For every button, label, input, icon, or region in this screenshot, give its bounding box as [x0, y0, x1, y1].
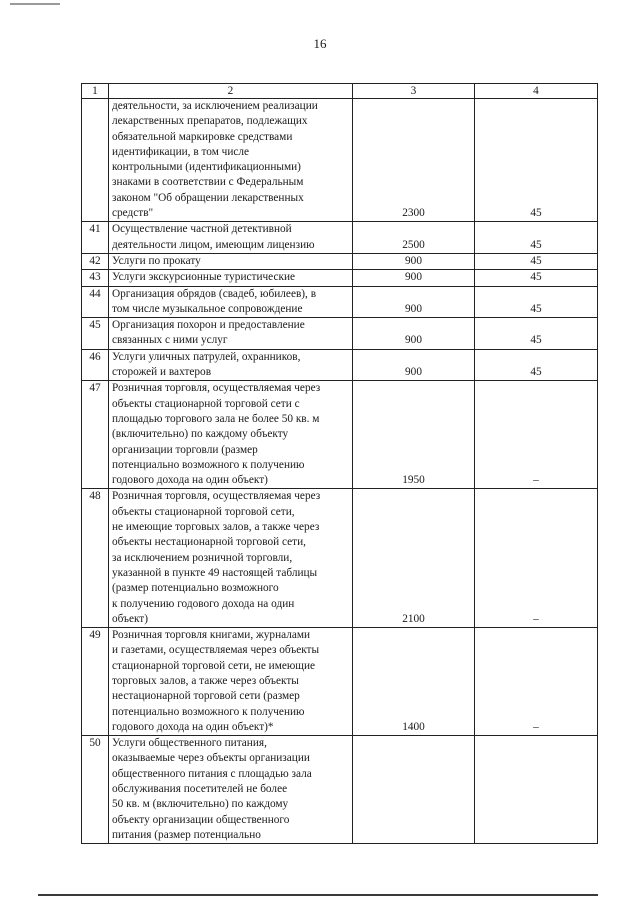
table-row: [82, 318, 598, 350]
column-4-value: 45: [475, 270, 598, 286]
activity-description: [109, 222, 353, 254]
row-number: 42: [82, 253, 109, 269]
potential-income-value: 900: [353, 270, 475, 286]
row-number: 43: [82, 270, 109, 286]
description-line: годового дохода на один объект)*: [112, 720, 274, 733]
potential-income-value: 900: [353, 349, 475, 381]
row-number: 50: [82, 736, 109, 844]
description-line: объекты нестационарной торговой сети,: [112, 536, 306, 549]
activity-description: [109, 270, 353, 286]
table-row: [82, 270, 598, 286]
description-line: обязательной маркировке средствами: [112, 130, 293, 143]
description-line: годового дохода на один объект): [112, 474, 268, 487]
potential-income-value: 2100: [353, 489, 475, 628]
description-line: связанных с ними услуг: [112, 334, 228, 347]
column-header-1: 1: [82, 84, 109, 99]
potential-income-value: 1400: [353, 628, 475, 736]
description-line: деятельности, за исключением реализации: [112, 100, 318, 112]
row-number: [82, 99, 109, 222]
description-line: Розничная торговля, осуществляемая через: [112, 382, 321, 395]
description-line: Организация обрядов (свадеб, юбилеев), в: [112, 287, 317, 300]
description-line: лекарственных препаратов, подлежащих: [112, 115, 308, 128]
row-number: 45: [82, 318, 109, 350]
column-4-value: 45: [475, 253, 598, 269]
column-4-value: 45: [475, 222, 598, 254]
column-4-value: 45: [475, 99, 598, 222]
description-line: Услуги по прокату: [112, 254, 201, 267]
description-line: объекты стационарной торговой сети с: [112, 397, 300, 410]
table-header-row: [82, 84, 598, 99]
description-line: указанной в пункте 49 настоящей таблицы: [112, 566, 318, 579]
description-line: питания (размер потенциально: [112, 828, 261, 841]
column-4-value: [475, 736, 598, 844]
bottom-rule: [38, 894, 598, 896]
scan-mark: [10, 3, 60, 5]
description-line: оказываемые через объекты организации: [112, 752, 310, 765]
row-number: 46: [82, 349, 109, 381]
column-4-value: 45: [475, 349, 598, 381]
description-line: Розничная торговля, осуществляемая через: [112, 490, 321, 503]
description-line: контрольными (идентификационными): [112, 161, 301, 174]
row-number: 48: [82, 489, 109, 628]
description-line: Услуги общественного питания,: [112, 737, 267, 750]
table-row: [82, 99, 598, 222]
column-4-value: –: [475, 489, 598, 628]
description-line: сторожей и вахтеров: [112, 366, 212, 379]
column-header-2: 2: [109, 84, 353, 99]
description-line: общественного питания с площадью зала: [112, 767, 312, 780]
description-line: не имеющие торговых залов, а также через: [112, 521, 320, 534]
description-line: Розничная торговля книгами, журналами: [112, 629, 311, 642]
row-number: 44: [82, 286, 109, 318]
description-line: за исключением розничной торговли,: [112, 551, 293, 564]
description-line: законом "Об обращении лекарственных: [112, 191, 304, 204]
table-row: [82, 286, 598, 318]
description-line: объекту организации общественного: [112, 813, 290, 826]
description-line: потенциально возможного к получению: [112, 705, 305, 718]
activity-description: [109, 349, 353, 381]
activity-description: [109, 286, 353, 318]
description-line: стационарной торговой сети, не имеющие: [112, 659, 316, 672]
activity-description: [109, 381, 353, 489]
activity-description: [109, 99, 353, 222]
description-line: 50 кв. м (включительно) по каждому: [112, 798, 289, 811]
description-line: площадью торгового зала не более 50 кв. м: [112, 412, 320, 425]
table-row: [82, 349, 598, 381]
column-4-value: 45: [475, 286, 598, 318]
table-row: [82, 489, 598, 628]
activity-description: [109, 736, 353, 844]
table-row: [82, 736, 598, 844]
column-header-4: 4: [475, 84, 598, 99]
description-line: потенциально возможного к получению: [112, 458, 305, 471]
table-row: [82, 253, 598, 269]
description-line: знаками в соответствии с Федеральным: [112, 176, 304, 189]
activity-description: [109, 489, 353, 628]
potential-income-value: 900: [353, 253, 475, 269]
activity-description: [109, 318, 353, 350]
activity-description: [109, 628, 353, 736]
table-row: [82, 381, 598, 489]
description-line: торговых залов, а также через объекты: [112, 674, 299, 687]
potential-income-value: 900: [353, 286, 475, 318]
column-header-3: 3: [353, 84, 475, 99]
description-line: Осуществление частной детективной: [112, 223, 292, 236]
page-number: 16: [313, 36, 327, 51]
description-line: Услуги экскурсионные туристические: [112, 271, 296, 284]
row-number: 49: [82, 628, 109, 736]
potential-income-value: 2300: [353, 99, 475, 222]
description-line: объект): [112, 612, 149, 625]
activity-description: [109, 253, 353, 269]
description-line: средств": [112, 207, 154, 220]
column-4-value: –: [475, 628, 598, 736]
description-line: деятельности лицом, имеющим лицензию: [112, 238, 315, 251]
row-number: 41: [82, 222, 109, 254]
description-line: к получению годового дохода на один: [112, 597, 295, 610]
description-line: и газетами, осуществляемая через объекты: [112, 644, 320, 657]
description-line: объекты стационарной торговой сети,: [112, 505, 295, 518]
table-row: [82, 628, 598, 736]
potential-income-value: 2500: [353, 222, 475, 254]
description-line: Организация похорон и предоставление: [112, 319, 305, 332]
rates-table: [81, 83, 598, 844]
description-line: идентификации, в том числе: [112, 145, 250, 158]
description-line: обслуживания посетителей не более: [112, 783, 288, 796]
description-line: нестационарной торговой сети (размер: [112, 690, 300, 703]
potential-income-value: 900: [353, 318, 475, 350]
potential-income-value: [353, 736, 475, 844]
column-4-value: –: [475, 381, 598, 489]
description-line: организации торговли (размер: [112, 443, 258, 456]
description-line: (размер потенциально возможного: [112, 582, 279, 595]
column-4-value: 45: [475, 318, 598, 350]
description-line: Услуги уличных патрулей, охранников,: [112, 350, 301, 363]
table-row: [82, 222, 598, 254]
description-line: том числе музыкальное сопровождение: [112, 302, 303, 315]
potential-income-value: 1950: [353, 381, 475, 489]
row-number: 47: [82, 381, 109, 489]
description-line: (включительно) по каждому объекту: [112, 428, 289, 441]
